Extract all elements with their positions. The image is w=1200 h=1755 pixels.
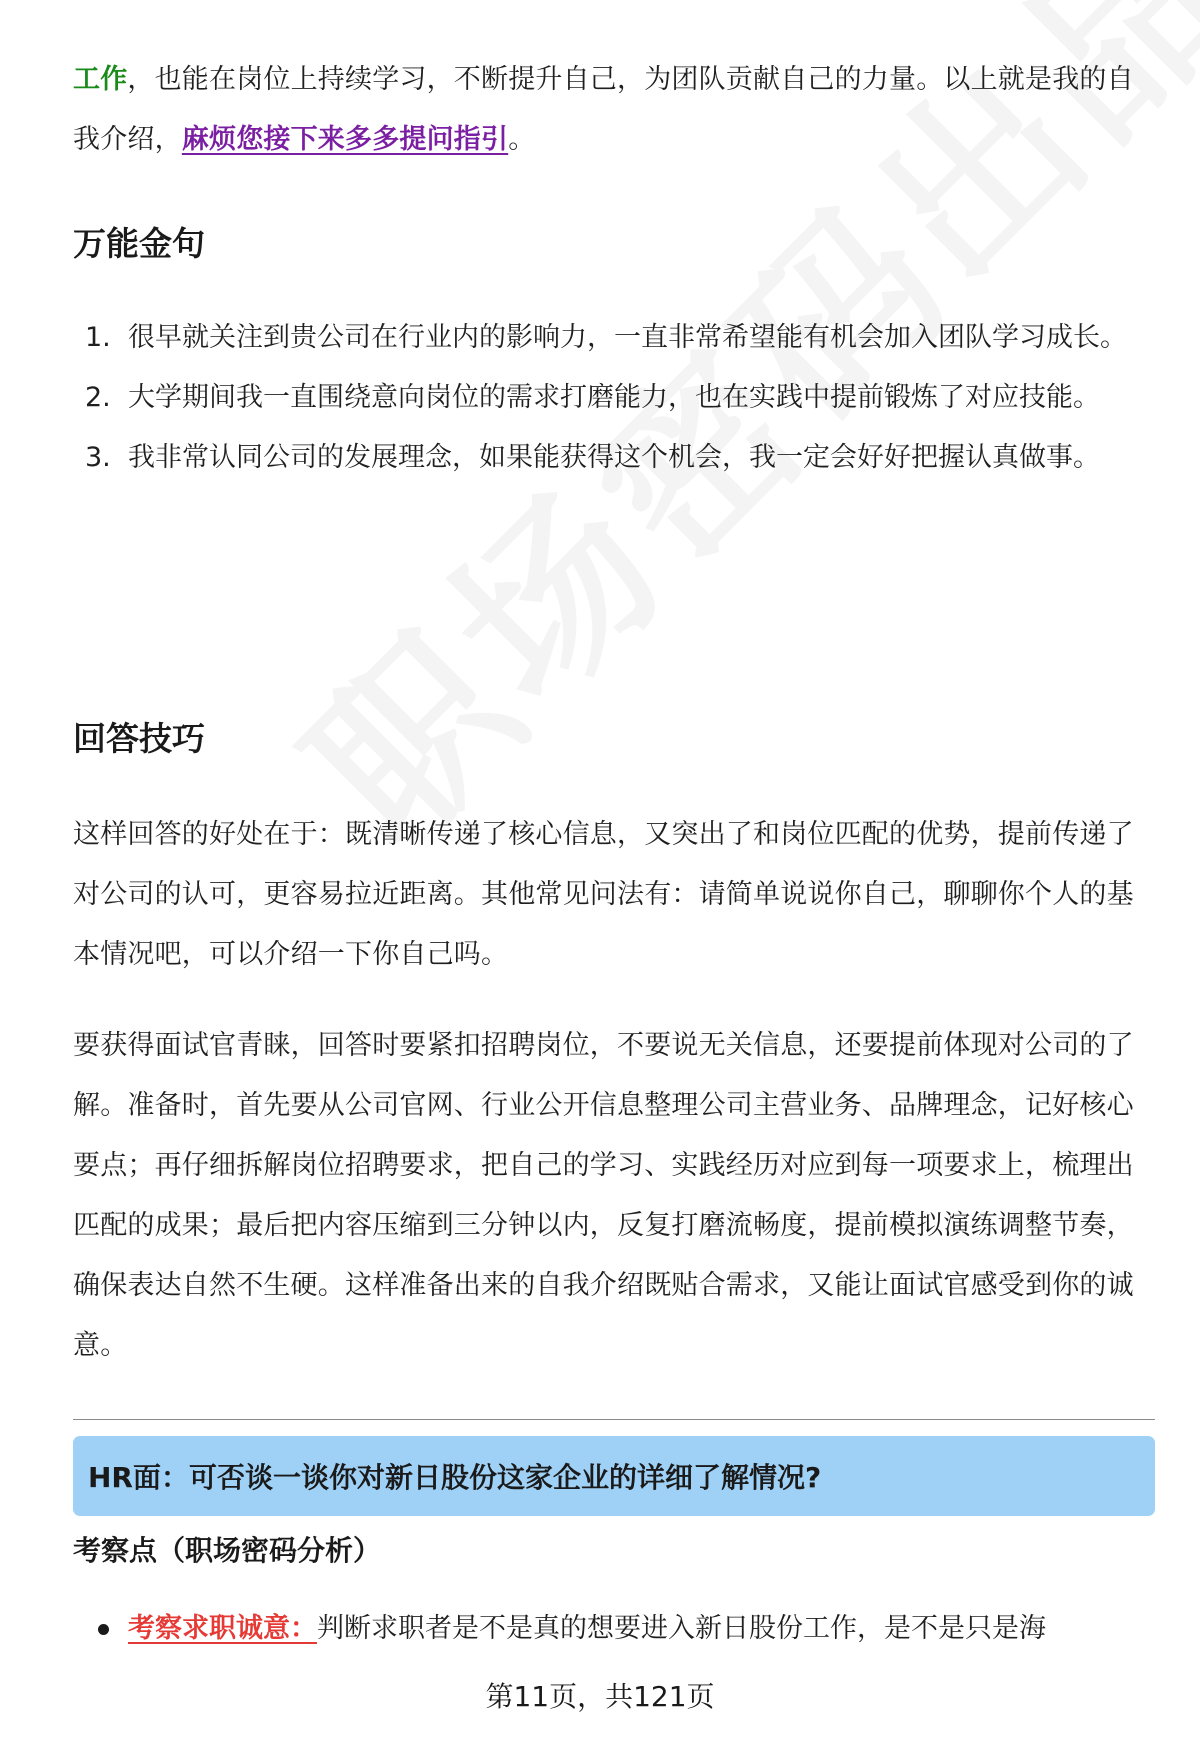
question-text: HR面：可否谈一谈你对新日股份这家企业的详细了解情况? <box>88 1461 822 1494</box>
list-item <box>73 308 1155 368</box>
highlight-green: 工作 <box>73 64 128 95</box>
golden-sentences-list <box>73 308 1155 488</box>
intro-text: ，也能在岗位上持续学习，不断提升自己，为团队贡献自己的力量。以上就是我的自我介绍， <box>73 64 1134 155</box>
list-item-text: 我非常认同公司的发展理念，如果能获得这个机会，我一定会好好把握认真做事。 <box>128 442 1100 473</box>
intro-end: 。 <box>508 124 536 155</box>
list-item <box>73 428 1155 488</box>
list-number: 2. <box>85 382 111 413</box>
list-item <box>73 368 1155 428</box>
bullet-label: 考察求职诚意： <box>128 1613 317 1644</box>
list-number: 3. <box>85 442 111 473</box>
highlight-purple: 麻烦您接下来多多提问指引 <box>181 124 509 155</box>
question-box <box>73 1436 1155 1516</box>
page-footer: 第11页，共121页 <box>485 1680 715 1713</box>
list-item-text: 大学期间我一直围绕意向岗位的需求打磨能力，也在实践中提前锻炼了对应技能。 <box>128 382 1100 413</box>
list-number: 1. <box>85 322 111 353</box>
bullet-dot-icon <box>98 1624 109 1635</box>
list-item-text: 很早就关注到贵公司在行业内的影响力，一直非常希望能有机会加入团队学习成长。 <box>128 322 1127 353</box>
answer-tips-paragraph-2: 要获得面试官青睐，回答时要紧扣招聘岗位，不要说无关信息，还要提前体现对公司的了解。准备时，首先要从公司官网、行业公开信息整理公司主营业务、品牌理念，记好核心要点；再仔细拆解岗位招聘要求，把自己的学习、实践经历对应到每一项要求上，梳理出匹配的成果；最后把内容压缩到三分钟以内，反复打磨流畅度，提前模拟演练调整节奏，确保表达自然不生硬。这样准备出来的自我介绍既贴合需求，又能让面试官感受到你的诚意。 <box>73 1030 1134 1361</box>
bullet-text <box>128 1599 1046 1659</box>
intro-paragraph <box>73 50 1155 170</box>
kaocha-title: 考察点（职场密码分析） <box>73 1534 382 1567</box>
section-title-huida: 回答技巧 <box>73 719 205 758</box>
answer-tips-paragraph-1: 这样回答的好处在于：既清晰传递了核心信息，又突出了和岗位匹配的优势，提前传递了对公司的认可，更容易拉近距离。其他常见问法有：请简单说说你自己，聊聊你个人的基本情况吧，可以介绍一下你自己吗。 <box>73 819 1134 970</box>
bullet-body: 判断求职者是不是真的想要进入新日股份工作，是不是只是海 <box>317 1613 1046 1644</box>
divider <box>73 1419 1155 1420</box>
section-title-wanneng: 万能金句 <box>73 224 205 263</box>
